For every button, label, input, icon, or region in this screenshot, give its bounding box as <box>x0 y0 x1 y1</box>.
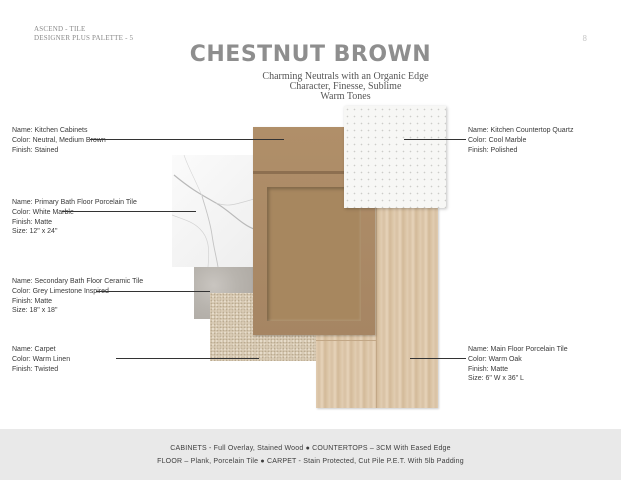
label-line: Finish: Stained <box>12 146 59 154</box>
label-line: Name: Main Floor Porcelain Tile <box>468 346 568 353</box>
primary-bath-floor-label <box>12 198 137 237</box>
label-line: Color: Neutral, Medium Brown <box>12 136 106 144</box>
kitchen-countertop-label <box>468 126 573 155</box>
brand-name: ASCEND - TILE <box>34 25 86 33</box>
carpet-label <box>12 345 70 374</box>
label-line: Size: 12" x 24" <box>12 228 58 236</box>
label-line: Finish: Polished <box>468 146 518 154</box>
main-floor-leader-line <box>410 358 466 359</box>
spec-footer <box>0 429 621 480</box>
label-line: Size: 18" x 18" <box>12 307 58 315</box>
secondary-bath-floor-label <box>12 277 143 316</box>
page-number: 8 <box>582 34 587 43</box>
plank-seam <box>376 208 377 408</box>
label-line: Name: Kitchen Countertop Quartz <box>468 127 574 134</box>
label-line: Finish: Twisted <box>12 365 59 373</box>
cabinets-leader-line <box>90 139 284 140</box>
label-line: Size: 6" W x 36" L <box>468 375 524 383</box>
label-line: Name: Kitchen Cabinets <box>12 127 88 134</box>
footer-line-floor-carpet: FLOOR – Plank, Porcelain Tile ● CARPET - Stain Protected, Cut Pile P.E.T. With 5lb Padding <box>157 458 464 465</box>
countertop-leader-line <box>404 139 466 140</box>
plank-seam <box>316 340 376 341</box>
subtitle-line: Warm Tones <box>320 91 371 102</box>
label-line: Name: Carpet <box>12 346 56 353</box>
label-line: Color: Warm Linen <box>12 355 71 363</box>
label-line: Color: White Marble <box>12 208 74 216</box>
label-line: Finish: Matte <box>12 297 53 305</box>
kitchen-cabinets-label <box>12 126 106 155</box>
label-line: Color: Warm Oak <box>468 355 522 363</box>
page-title: CHESTNUT BROWN <box>189 42 432 67</box>
label-line: Name: Primary Bath Floor Porcelain Tile <box>12 199 137 206</box>
subtitle-line: Character, Finesse, Sublime <box>289 81 402 92</box>
footer-line-cabinets-countertops: CABINETS - Full Overlay, Stained Wood ● COUNTERTOPS – 3CM With Eased Edge <box>170 445 451 452</box>
label-line: Color: Cool Marble <box>468 136 527 144</box>
subtitle <box>0 72 621 102</box>
label-line: Finish: Matte <box>12 218 53 226</box>
label-line: Color: Grey Limestone Inspired <box>12 287 109 295</box>
label-line: Finish: Matte <box>468 365 509 373</box>
subtitle-line: Charming Neutrals with an Organic Edge <box>262 71 429 82</box>
palette-name: DESIGNER PLUS PALETTE - 5 <box>34 34 134 42</box>
main-floor-label <box>468 345 568 384</box>
quartz-countertop-swatch <box>344 106 446 208</box>
page-header <box>34 25 133 43</box>
label-line: Name: Secondary Bath Floor Ceramic Tile <box>12 278 144 285</box>
carpet-leader-line <box>116 358 259 359</box>
